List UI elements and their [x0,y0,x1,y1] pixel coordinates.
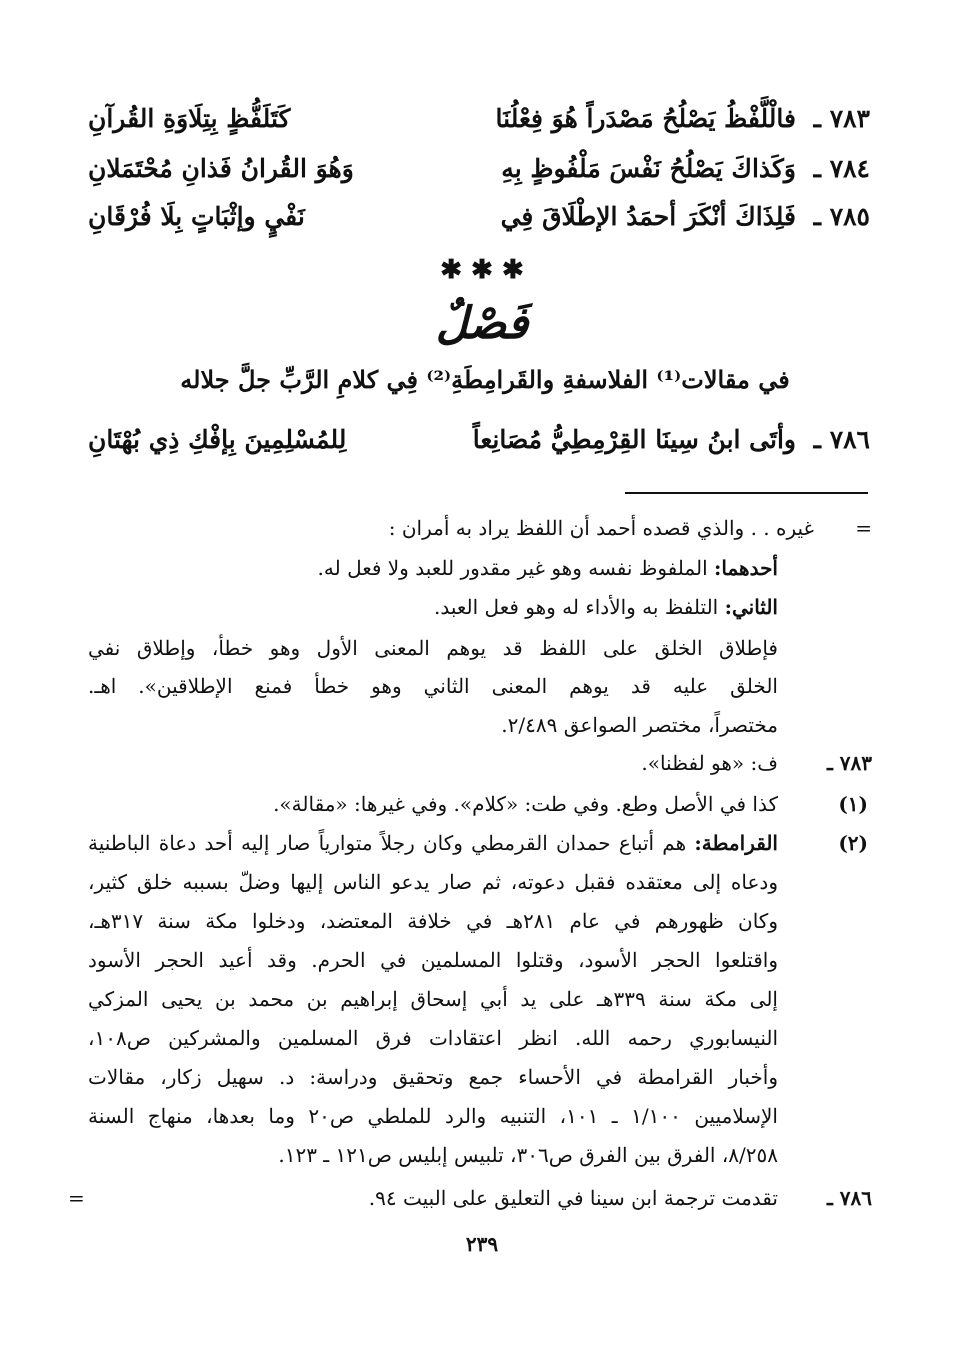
footnote-text: غيره . . والذي قصده أحمد أن اللفظ يراد به أمران : [388,516,814,540]
verse-second-hemistich: نَفْيٍ وإثْبَاتٍ بِلَا فُرْقَانِ [88,202,305,231]
footnote-2-line: وكان ظهورهم في عام ٢٨١هـ في خلافة المعتضد، ودخلوا مكة سنة ٣١٧هـ، [88,909,778,933]
section-separator-stars: ✱ ✱ ✱ [440,255,524,285]
footnote-2-line: وأخبار القرامطة في الأحساء جمع وتحقيق ودراسة: د. سهيل زكار، مقالات [88,1065,778,1089]
verse-785 [88,202,870,242]
verse-number: ٧٨٥ ـ [813,202,870,231]
footnote-2-line: إلى مكة سنة ٣٣٩هـ على يد أبي إسحاق إبراهيم بن محمد بن يحيى المزكي [88,987,778,1011]
footnote-continuation-line [94,510,814,546]
footnote-number: (٢) [838,831,868,855]
verse-note-text: ف: «هو لفظنا». [641,751,778,775]
footnote-first-line [88,550,870,586]
footnote-text: التلفظ به والأداء له وهو فعل العبد. [434,595,725,619]
footnote-label: أحدهما: [713,556,778,580]
footnote-2-line: ودعاه إلى معتقده فقبل دعوته، ثم صار يدعو الناس إليها وضلّ بسببه خلق كثير، [88,870,778,894]
verse-second-hemistich: لِلمُسْلِمِينَ بِإفْكِ ذِي بُهْتَانِ [88,425,347,454]
footnote-2-line: النيسابوري رحمه الله. انظر اعتقادات فرق المسلمين والمشركين ص١٠٨، [88,1026,778,1050]
footnote-2-line: الإسلاميين ١/١٠٠ ـ ١٠١، التنبيه والرد للملطي ص٢٠ وما بعدها، منهاج السنة [88,1104,778,1128]
verse-second-hemistich: كَتَلَفُّظٍ بِتِلَاوَةِ القُرآنِ [88,104,291,133]
footnote-text: هم أتباع حمدان القرمطي وكان رجلاً متوارياً صار إليه أحد دعاة الباطنية [88,831,695,855]
verse-number: ٧٨٤ ـ [813,154,870,183]
verse-first-hemistich: وَكَذاكَ يَصْلُحُ نَفْسَ مَلْفُوظٍ بِهِ [501,154,796,183]
footnote-paragraph-line: مختصراً، مختصر الصواعق ٢/٤٨٩. [501,713,778,737]
footnote-number: (١) [838,792,868,816]
verse-783 [88,104,870,144]
section-title: فَصْلٌ [435,298,529,349]
verse-first-hemistich: وأتَى ابنُ سِينَا القِرْمِطِيُّ مُصَانِعاً [472,425,796,454]
footnote-1-text: كذا في الأصل وطع. وفي طت: «كلام». وفي غيرها: «مقالة». [273,792,778,816]
footnote-paragraph-line: فإطلاق الخلق على اللفظ قد يوهم المعنى الأول وهو خطأ، وإطلاق نفي [88,636,778,660]
page-number: ٢٣٩ [465,1232,499,1256]
continuation-marker: = [68,1186,85,1210]
verse-second-hemistich: وَهُوَ القُرانُ فَذانِ مُحْتَمَلانِ [88,154,354,183]
footnote-paragraph-line: الخلق عليه قد يوهم المعنى الثاني وهو خطأ فمنع الإطلاقين». اهـ. [88,674,778,698]
verse-note-text: تقدمت ترجمة ابن سينا في التعليق على البيت ٩٤. [368,1186,778,1210]
footnote-text: الملفوظ نفسه وهو غير مقدور للعبد ولا فعل له. [317,556,714,580]
footnote-2-line: واقتلعوا الحجر الأسود، وقتلوا المسلمين في الحرم. وقد أعيد الحجر الأسود [88,948,778,972]
section-subheading: في مقالات⁽¹⁾ الفلاسفةِ والقَرامِطَةِ⁽²⁾ فِي كلامِ الرَّبِّ جلَّ جلاله [180,365,790,394]
footnote-2-line [88,825,778,861]
footnote-label: الثاني: [724,595,778,619]
verse-number: ٧٨٣ ـ [813,104,870,133]
verse-number: ٧٨٦ ـ [813,425,870,454]
continuation-marker: = [855,516,872,540]
verse-784 [88,154,870,194]
verse-note-marker: ٧٨٦ ـ [826,1186,872,1210]
footnote-second-line [88,589,870,625]
footnote-2-line: ٨/٢٥٨، الفرق بين الفرق ص٣٠٦، تلبيس إبليس ص١٢١ ـ ١٢٣. [278,1143,778,1167]
verse-first-hemistich: فَلِذَاكَ أنْكَرَ أحمَدُ الإطْلَاقَ فِي [500,202,796,231]
footnote-label: القرامطة: [694,831,778,855]
verse-first-hemistich: فالْلَّفْظُ يَصْلُحُ مَصْدَراً هُوَ فِعْلُنَا [495,104,796,133]
verse-786 [88,425,870,465]
footnote-separator-rule [625,492,868,494]
verse-note-marker: ٧٨٣ ـ [826,751,872,775]
